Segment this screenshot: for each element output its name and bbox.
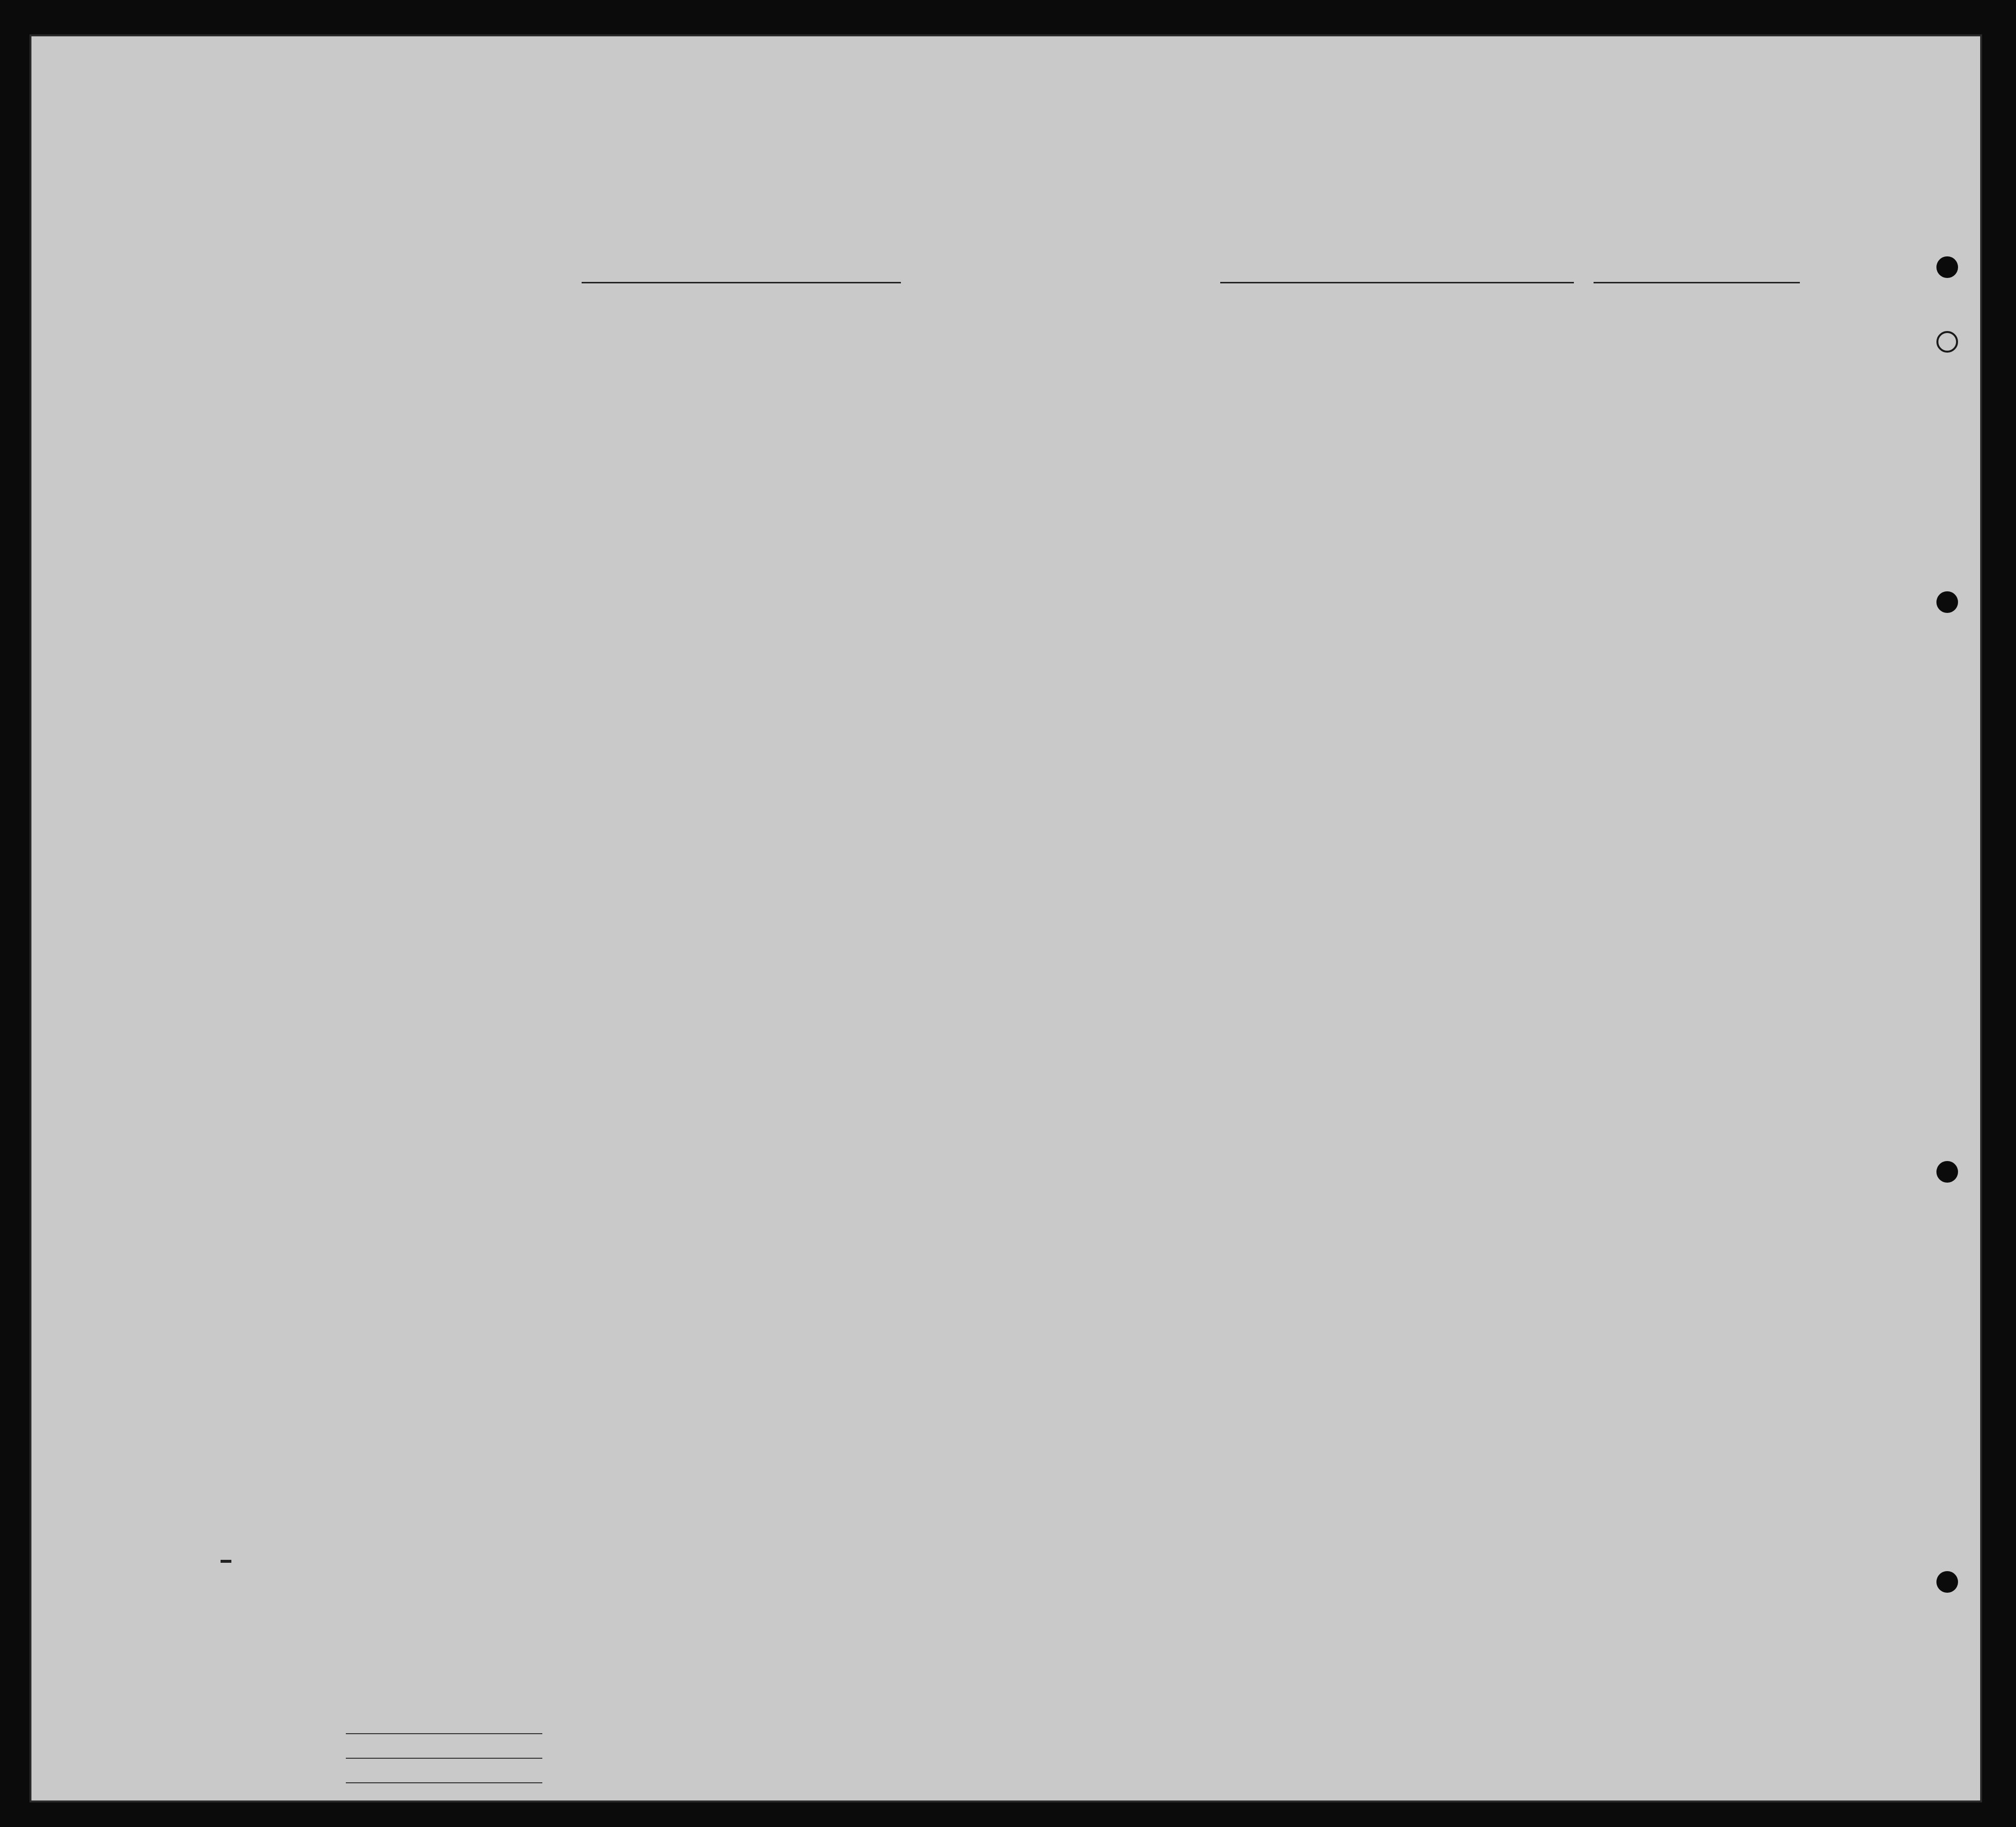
header-married [651, 375, 671, 473]
punch-hole [1936, 331, 1958, 353]
punch-hole [1936, 591, 1958, 613]
punch-hole [1936, 256, 1958, 278]
manifest-sheet [29, 34, 1982, 1802]
table-grid [31, 36, 1982, 1802]
citizens-rule [346, 1758, 542, 1759]
eliminations-block [653, 1630, 685, 1756]
punch-hole [1936, 1571, 1958, 1593]
weisberg-stamp [221, 1560, 231, 1563]
punch-hole [1936, 1161, 1958, 1183]
total-rule [346, 1733, 542, 1734]
aliens-rule [346, 1782, 542, 1783]
